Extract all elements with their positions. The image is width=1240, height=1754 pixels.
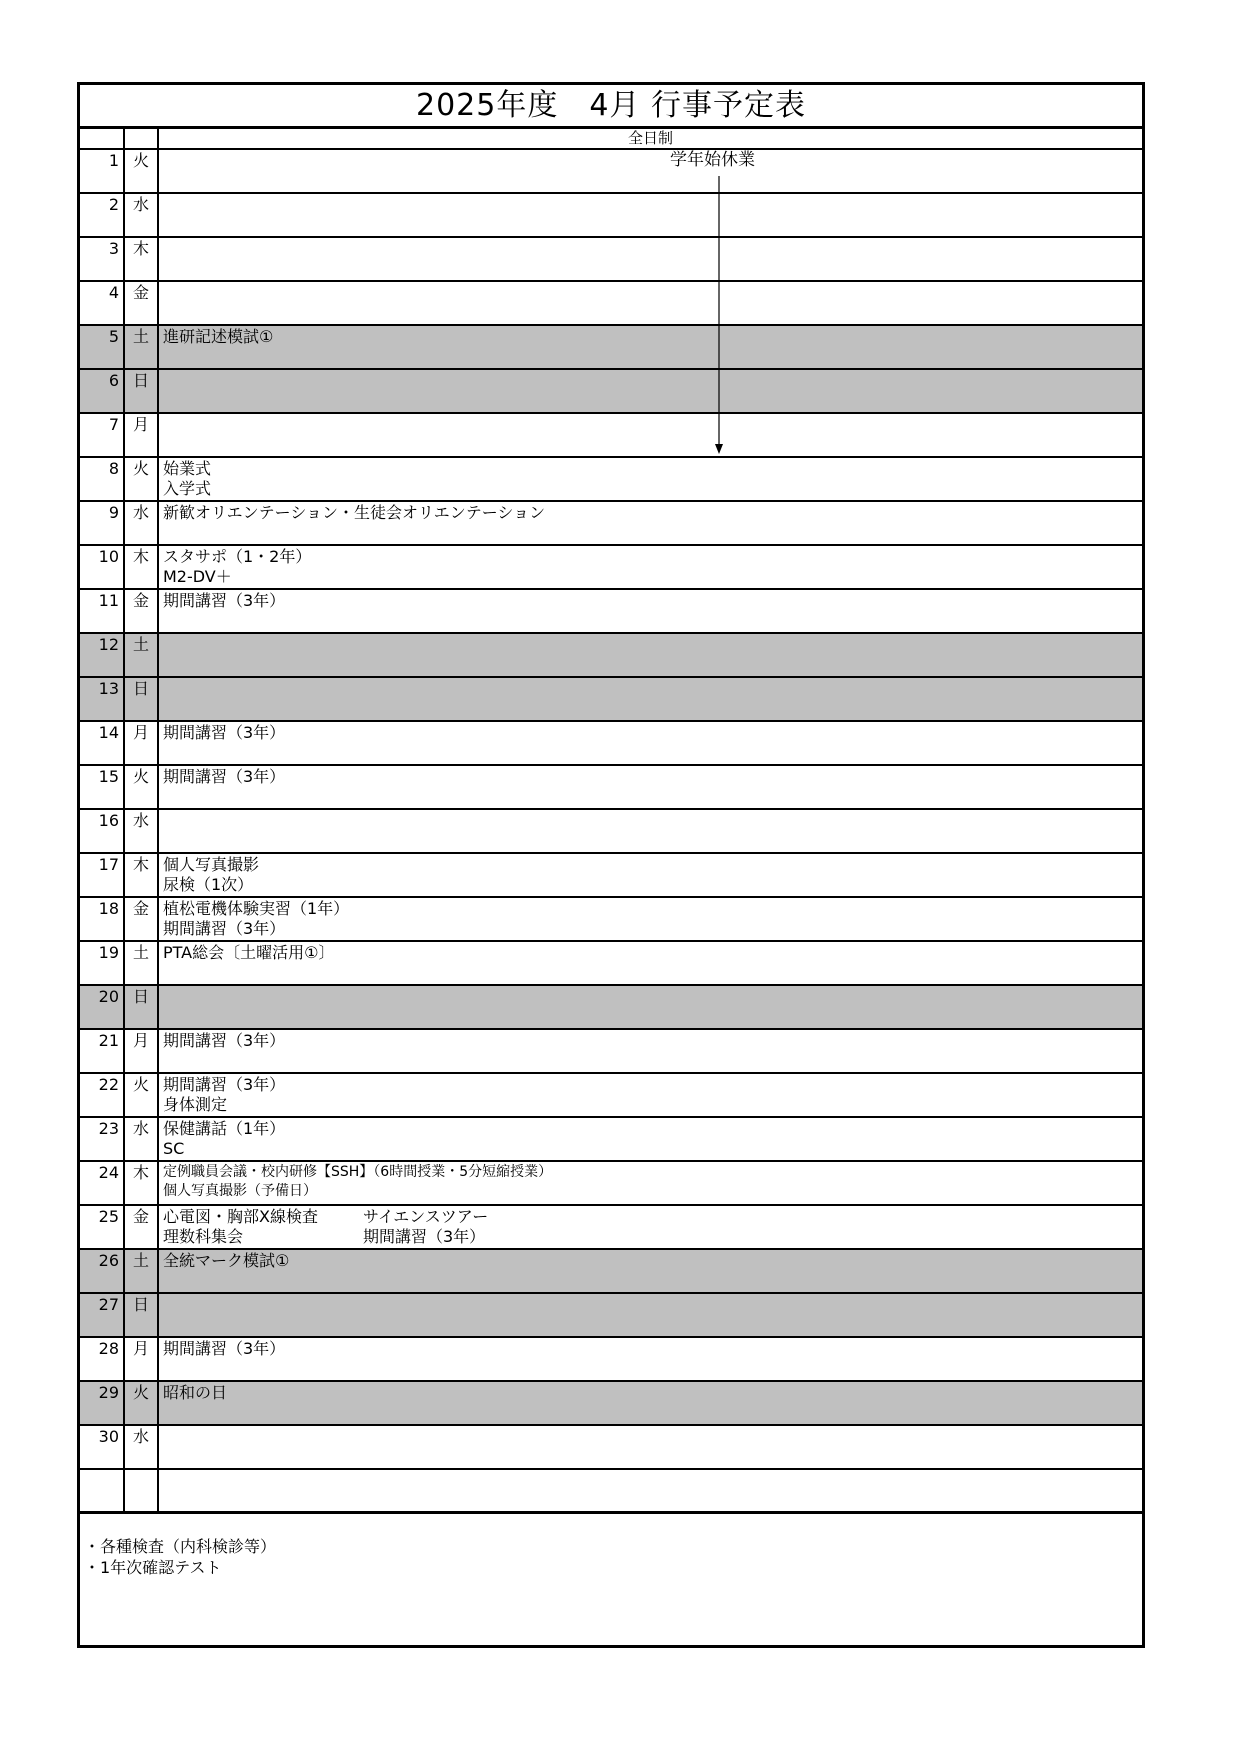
- note-item: ・各種検査（内科検診等）: [84, 1537, 277, 1556]
- event-cell: [159, 634, 1142, 676]
- day-column-header: [80, 129, 125, 148]
- table-row: [80, 1074, 1142, 1118]
- event-cell: [159, 766, 1142, 808]
- arrow-label: 学年始休業: [670, 150, 755, 170]
- event-cell: [159, 414, 1142, 456]
- event-cell: [159, 458, 1142, 500]
- weekday: 土: [125, 634, 159, 676]
- event-cell: [159, 898, 1142, 940]
- day-number: 15: [80, 766, 125, 808]
- event-text: 期間講習（3年）: [163, 723, 286, 742]
- table-row: [80, 1294, 1142, 1338]
- day-number: 10: [80, 546, 125, 588]
- table-row: [80, 590, 1142, 634]
- event-cell: [159, 326, 1142, 368]
- day-number: 8: [80, 458, 125, 500]
- event-cell: [159, 1382, 1142, 1424]
- event-text: 期間講習（3年）: [163, 767, 286, 786]
- weekday: 金: [125, 898, 159, 940]
- weekday: 日: [125, 370, 159, 412]
- day-number: 9: [80, 502, 125, 544]
- weekday: 水: [125, 1118, 159, 1160]
- table-row: [80, 150, 1142, 194]
- day-number: 13: [80, 678, 125, 720]
- table-row: [80, 238, 1142, 282]
- weekday: 木: [125, 1162, 159, 1204]
- day-number: [80, 1470, 125, 1511]
- event-cell: [159, 194, 1142, 236]
- table-row: [80, 1030, 1142, 1074]
- note-item: ・1年次確認テスト: [84, 1558, 222, 1577]
- event-cell: [159, 502, 1142, 544]
- weekday: 水: [125, 194, 159, 236]
- event-line: [163, 1207, 1142, 1227]
- event-cell: [159, 1118, 1142, 1160]
- event-cell: [159, 1426, 1142, 1468]
- day-number: 3: [80, 238, 125, 280]
- event-text: 期間講習（3年）: [163, 1075, 286, 1094]
- event-text: 進研記述模試①: [163, 327, 274, 346]
- event-cell: [159, 150, 1142, 192]
- weekday: 水: [125, 810, 159, 852]
- column-header-row: [80, 129, 1142, 150]
- event-cell: [159, 986, 1142, 1028]
- event-text: 保健講話（1年）: [163, 1119, 286, 1138]
- day-number: 4: [80, 282, 125, 324]
- event-text: 昭和の日: [163, 1383, 228, 1402]
- event-cell: [159, 282, 1142, 324]
- table-row: [80, 282, 1142, 326]
- day-number: 29: [80, 1382, 125, 1424]
- day-number: 26: [80, 1250, 125, 1292]
- weekday: 木: [125, 238, 159, 280]
- event-cell: [159, 942, 1142, 984]
- event-cell: [159, 1030, 1142, 1072]
- event-cell: [159, 678, 1142, 720]
- table-row: [80, 546, 1142, 590]
- period-arrow-icon: [715, 172, 729, 458]
- day-number: 2: [80, 194, 125, 236]
- table-row: [80, 634, 1142, 678]
- weekday: 金: [125, 282, 159, 324]
- day-number: 18: [80, 898, 125, 940]
- table-row: [80, 1382, 1142, 1426]
- day-number: 5: [80, 326, 125, 368]
- weekday: 水: [125, 502, 159, 544]
- event-text: 期間講習（3年）: [163, 1339, 286, 1358]
- event-text: 期間講習（3年）: [163, 591, 286, 610]
- table-row: [80, 458, 1142, 502]
- day-number: 28: [80, 1338, 125, 1380]
- day-number: 19: [80, 942, 125, 984]
- event-text: 心電図・胸部X線検査: [163, 1207, 318, 1226]
- day-number: 23: [80, 1118, 125, 1160]
- table-row: [80, 898, 1142, 942]
- event-text: 期間講習（3年）: [163, 1031, 286, 1050]
- table-row: [80, 766, 1142, 810]
- event-text: SC: [163, 1139, 185, 1158]
- day-number: 6: [80, 370, 125, 412]
- table-row: [80, 722, 1142, 766]
- weekday: 月: [125, 722, 159, 764]
- column-header-label: 全日制: [627, 129, 673, 147]
- event-text: 尿検（1次）: [163, 875, 254, 894]
- event-text: 新歓オリエンテーション・生徒会オリエンテーション: [163, 503, 546, 522]
- event-cell: [159, 1162, 1142, 1204]
- day-number: 27: [80, 1294, 125, 1336]
- event-text: 全統マーク模試①: [163, 1251, 290, 1270]
- table-row: [80, 1162, 1142, 1206]
- table-row: [80, 326, 1142, 370]
- event-cell: [159, 1206, 1142, 1248]
- event-cell: [159, 590, 1142, 632]
- day-number: 14: [80, 722, 125, 764]
- weekday: 金: [125, 590, 159, 632]
- table-row: [80, 986, 1142, 1030]
- day-number: 1: [80, 150, 125, 192]
- event-text: サイエンスツアー: [363, 1207, 489, 1226]
- table-row: [80, 1426, 1142, 1470]
- event-cell: [159, 1250, 1142, 1292]
- day-number: 12: [80, 634, 125, 676]
- day-number: 22: [80, 1074, 125, 1116]
- weekday: 土: [125, 326, 159, 368]
- table-row: [80, 1470, 1142, 1514]
- table-row: [80, 854, 1142, 898]
- weekday: 木: [125, 854, 159, 896]
- weekday: 土: [125, 942, 159, 984]
- table-row: [80, 1118, 1142, 1162]
- event-cell: [159, 854, 1142, 896]
- weekday: 月: [125, 1338, 159, 1380]
- weekday: 日: [125, 986, 159, 1028]
- event-text: 期間講習（3年）: [363, 1227, 486, 1246]
- day-number: 25: [80, 1206, 125, 1248]
- weekday-column-header: [125, 129, 159, 148]
- event-cell: [159, 238, 1142, 280]
- event-text: 期間講習（3年）: [163, 919, 286, 938]
- table-row: [80, 194, 1142, 238]
- event-cell: [159, 1338, 1142, 1380]
- weekday: 月: [125, 414, 159, 456]
- weekday: 水: [125, 1426, 159, 1468]
- weekday: 土: [125, 1250, 159, 1292]
- table-row: [80, 414, 1142, 458]
- event-text: スタサポ（1・2年）: [163, 547, 312, 566]
- event-cell: [159, 1470, 1142, 1511]
- day-number: 30: [80, 1426, 125, 1468]
- weekday: 木: [125, 546, 159, 588]
- weekday: 火: [125, 1074, 159, 1116]
- day-number: 20: [80, 986, 125, 1028]
- table-row: [80, 810, 1142, 854]
- event-text: 入学式: [163, 479, 212, 498]
- weekday: 金: [125, 1206, 159, 1248]
- event-cell: [159, 722, 1142, 764]
- schedule-sheet: [77, 82, 1145, 1648]
- weekday: 火: [125, 766, 159, 808]
- event-line: [163, 1227, 1142, 1247]
- table-row: [80, 1250, 1142, 1294]
- weekday: 火: [125, 1382, 159, 1424]
- weekday: 火: [125, 150, 159, 192]
- event-text: M2-DV＋: [163, 567, 232, 586]
- weekday: 日: [125, 678, 159, 720]
- event-cell: [159, 1074, 1142, 1116]
- table-row: [80, 1338, 1142, 1382]
- event-cell: [159, 1294, 1142, 1336]
- table-row: [80, 942, 1142, 986]
- day-number: 11: [80, 590, 125, 632]
- day-number: 7: [80, 414, 125, 456]
- event-text: 理数科集会: [163, 1227, 244, 1246]
- day-number: 21: [80, 1030, 125, 1072]
- event-text: 植松電機体験実習（1年）: [163, 899, 350, 918]
- table-row: [80, 678, 1142, 722]
- day-number: 24: [80, 1162, 125, 1204]
- event-cell: [159, 810, 1142, 852]
- weekday: [125, 1470, 159, 1511]
- event-text: 身体測定: [163, 1095, 228, 1114]
- schedule-rows: [80, 150, 1142, 1514]
- day-number: 16: [80, 810, 125, 852]
- table-row: [80, 370, 1142, 414]
- table-row: [80, 502, 1142, 546]
- event-text: 始業式: [163, 459, 212, 478]
- notes-section: [80, 1533, 1142, 1645]
- event-text: PTA総会〔土曜活用①〕: [163, 943, 335, 962]
- event-text: 個人写真撮影（予備日）: [163, 1183, 317, 1199]
- event-text: 定例職員会議・校内研修【SSH】（6時間授業・5分短縮授業）: [163, 1164, 553, 1180]
- event-text: 個人写真撮影: [163, 855, 260, 874]
- day-number: 17: [80, 854, 125, 896]
- event-cell: [159, 546, 1142, 588]
- weekday: 日: [125, 1294, 159, 1336]
- event-cell: [159, 370, 1142, 412]
- page-title: 2025年度 4月 行事予定表: [80, 85, 1142, 129]
- weekday: 月: [125, 1030, 159, 1072]
- weekday: 火: [125, 458, 159, 500]
- table-row: [80, 1206, 1142, 1250]
